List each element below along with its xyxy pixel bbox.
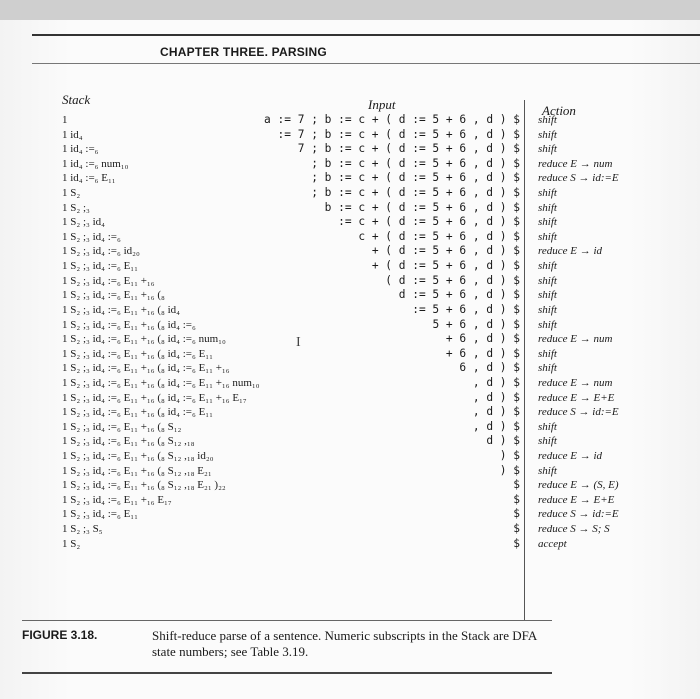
input-column-header: Input	[368, 97, 396, 112]
action-cell: shift	[538, 128, 557, 141]
action-cell: shift	[538, 187, 557, 200]
stack-cell: 1 S₂ ;₃ id₄ :=₆ E₁₁ +₁₆ (₈ S₁₂	[62, 420, 182, 433]
stack-cell: 1 S₂ ;₃ id₄ :=₆ E₁₁	[62, 260, 138, 273]
stack-cell: 1 S₂ ;₃ id₄ :=₆ E₁₁ +₁₆ E₁₇	[62, 493, 172, 506]
input-cell: , d ) $	[472, 419, 520, 433]
input-cell: ; b := c + ( d := 5 + 6 , d ) $	[311, 171, 520, 185]
stack-cell: 1 S₂ ;₃ id₄ :=₆ E₁₁ +₁₆ (₈ id₄ :=₆ E₁₁ +₁₆	[62, 362, 230, 375]
action-cell: shift	[538, 435, 557, 448]
input-cell: := 5 + 6 , d ) $	[412, 302, 520, 316]
action-cell: shift	[538, 318, 557, 331]
stack-cell: 1	[62, 114, 68, 126]
top-rule	[32, 34, 700, 36]
stack-cell: 1 S₂ ;₃ id₄ :=₆ E₁₁ +₁₆ (₈	[62, 289, 165, 302]
caption-rule	[22, 620, 552, 621]
action-divider	[524, 100, 525, 620]
input-cell: ) $	[499, 449, 520, 463]
action-cell: reduce E → num	[538, 157, 613, 170]
input-cell: 5 + 6 , d ) $	[432, 317, 520, 331]
input-cell: , d ) $	[472, 375, 520, 389]
input-cell: + ( d := 5 + 6 , d ) $	[371, 244, 520, 258]
input-cell: , d ) $	[472, 390, 520, 404]
stack-cell: 1 id₄ :=₆ num₁₀	[62, 157, 129, 170]
stack-cell: 1 S₂ ;₃ id₄ :=₆ E₁₁	[62, 508, 138, 521]
input-cell: + ( d := 5 + 6 , d ) $	[371, 259, 520, 273]
stack-cell: 1 S₂ ;₃ id₄ :=₆ E₁₁ +₁₆ (₈ S₁₂ ,₁₈ id₂₀	[62, 450, 214, 463]
stack-cell: 1 S₂ ;₃ id₄ :=₆	[62, 230, 121, 243]
text-cursor-icon: I	[296, 335, 301, 350]
bottom-rule	[22, 672, 552, 674]
input-cell: $	[513, 507, 520, 521]
action-cell: shift	[538, 289, 557, 302]
action-cell: reduce E → E+E	[538, 493, 615, 506]
input-cell: $	[513, 478, 520, 492]
input-cell: ; b := c + ( d := 5 + 6 , d ) $	[311, 156, 520, 170]
stack-cell: 1 S₂ ;₃ id₄ :=₆ E₁₁ +₁₆ (₈ id₄ :=₆ E₁₁	[62, 406, 213, 419]
input-cell: 7 ; b := c + ( d := 5 + 6 , d ) $	[297, 142, 520, 156]
input-cell: d := 5 + 6 , d ) $	[398, 288, 520, 302]
action-cell: shift	[538, 260, 557, 273]
figure-caption: Shift-reduce parse of a sentence. Numeric subscripts in the Stack are DFA state numbers; see Table 3.19.	[152, 628, 537, 659]
action-cell: accept	[538, 537, 567, 550]
action-cell: shift	[538, 464, 557, 477]
input-cell: ; b := c + ( d := 5 + 6 , d ) $	[311, 186, 520, 200]
input-cell: b := c + ( d := 5 + 6 , d ) $	[324, 200, 520, 214]
input-cell: c + ( d := 5 + 6 , d ) $	[358, 229, 520, 243]
input-cell: + 6 , d ) $	[445, 332, 520, 346]
input-cell: $	[513, 492, 520, 506]
action-cell: shift	[538, 303, 557, 316]
action-cell: shift	[538, 114, 557, 126]
figure-label: FIGURE 3.18.	[22, 628, 98, 642]
stack-cell: 1 id₄ :=₆	[62, 143, 99, 156]
chapter-rule	[32, 63, 700, 64]
input-cell: 6 , d ) $	[459, 361, 520, 375]
stack-cell: 1 S₂ ;₃ id₄ :=₆ E₁₁ +₁₆ (₈ id₄ :=₆ E₁₁ +₁₆ E₁₇	[62, 391, 247, 404]
stack-cell: 1 S₂	[62, 537, 81, 550]
stack-cell: 1 S₂ ;₃ id₄ :=₆ E₁₁ +₁₆	[62, 274, 155, 287]
stack-cell: 1 id₄	[62, 128, 83, 141]
action-cell: reduce S → S; S	[538, 523, 610, 536]
stack-cell: 1 S₂ ;₃ id₄ :=₆ E₁₁ +₁₆ (₈ S₁₂ ,₁₈	[62, 435, 195, 448]
chapter-heading: CHAPTER THREE. PARSING	[160, 45, 327, 59]
action-cell: shift	[538, 362, 557, 375]
stack-cell: 1 S₂ ;₃ id₄ :=₆ E₁₁ +₁₆ (₈ S₁₂ ,₁₈ E₂₁	[62, 464, 212, 477]
input-column	[155, 113, 520, 551]
stack-cell: 1 S₂ ;₃ id₄ :=₆ E₁₁ +₁₆ (₈ id₄ :=₆ E₁₁ +₁₆ num₁₀	[62, 376, 260, 389]
action-cell: shift	[538, 230, 557, 243]
page-top-band	[0, 0, 700, 20]
input-cell: d ) $	[486, 434, 520, 448]
input-cell: $	[513, 536, 520, 550]
input-cell: ( d := 5 + 6 , d ) $	[385, 273, 520, 287]
stack-cell: 1 S₂	[62, 187, 81, 200]
action-column-header: Action	[542, 103, 576, 118]
stack-cell: 1 S₂ ;₃ id₄ :=₆ id₂₀	[62, 245, 140, 258]
action-cell: reduce E → E+E	[538, 391, 615, 404]
input-cell: a := 7 ; b := c + ( d := 5 + 6 , d ) $	[264, 113, 520, 126]
input-cell: $	[513, 522, 520, 536]
stack-cell: 1 S₂ ;₃ id₄	[62, 216, 105, 229]
stack-cell: 1 S₂ ;₃ id₄ :=₆ E₁₁ +₁₆ (₈ id₄ :=₆	[62, 318, 196, 331]
action-cell: reduce E → id	[538, 450, 603, 463]
stack-cell: 1 S₂ ;₃ id₄ :=₆ E₁₁ +₁₆ (₈ id₄	[62, 303, 180, 316]
input-cell: , d ) $	[472, 405, 520, 419]
stack-column-header: Stack	[62, 92, 91, 107]
action-cell: reduce E → (S, E)	[538, 479, 619, 492]
action-cell: reduce E → num	[538, 333, 613, 346]
input-cell: ) $	[499, 463, 520, 477]
stack-cell: 1 S₂ ;₃	[62, 201, 90, 214]
action-cell: reduce E → num	[538, 376, 613, 389]
stack-cell: 1 S₂ ;₃ id₄ :=₆ E₁₁ +₁₆ (₈ S₁₂ ,₁₈ E₂₁ )₂₂	[62, 479, 226, 492]
input-cell: := c + ( d := 5 + 6 , d ) $	[338, 215, 520, 229]
action-column	[538, 113, 698, 551]
action-cell: shift	[538, 420, 557, 433]
action-cell: shift	[538, 201, 557, 214]
stack-cell: 1 id₄ :=₆ E₁₁	[62, 172, 116, 185]
action-cell: shift	[538, 143, 557, 156]
action-cell: reduce S → id:=E	[538, 508, 619, 521]
stack-cell: 1 S₂ ;₃ id₄ :=₆ E₁₁ +₁₆ (₈ id₄ :=₆ E₁₁	[62, 347, 213, 360]
stack-cell: 1 S₂ ;₃ id₄ :=₆ E₁₁ +₁₆ (₈ id₄ :=₆ num₁₀	[62, 333, 226, 346]
action-cell: shift	[538, 347, 557, 360]
action-cell: shift	[538, 216, 557, 229]
input-cell: := 7 ; b := c + ( d := 5 + 6 , d ) $	[277, 127, 520, 141]
action-cell: reduce S → id:=E	[538, 406, 619, 419]
input-cell: + 6 , d ) $	[445, 346, 520, 360]
action-cell: reduce E → id	[538, 245, 603, 258]
action-cell: shift	[538, 274, 557, 287]
action-cell: reduce S → id:=E	[538, 172, 619, 185]
stack-cell: 1 S₂ ;₃ S₅	[62, 523, 103, 536]
